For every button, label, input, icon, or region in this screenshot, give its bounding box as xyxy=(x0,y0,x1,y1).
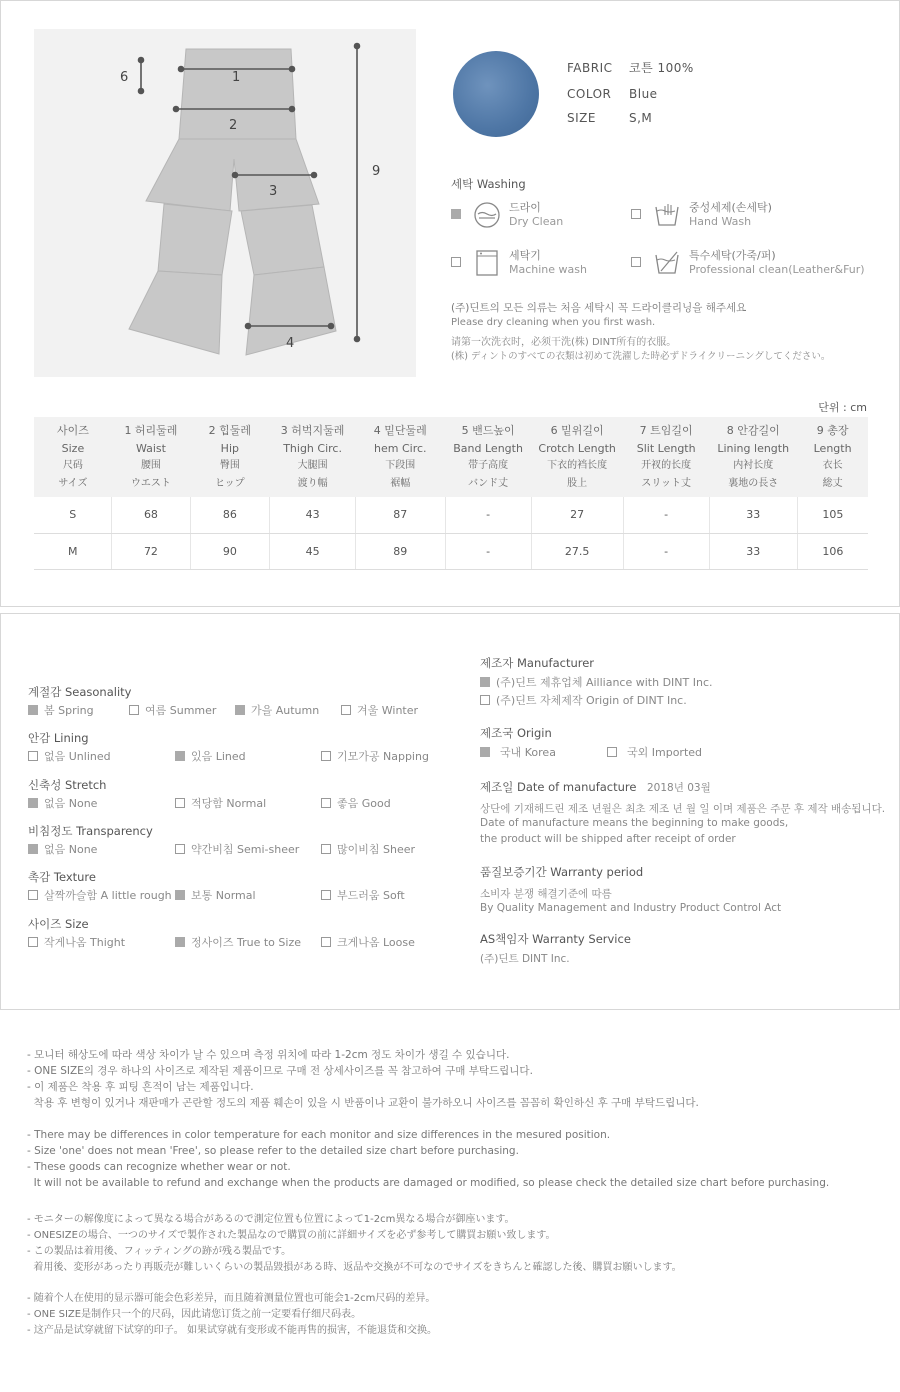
seasonality-option xyxy=(235,702,319,718)
header-text: 腰围 xyxy=(140,460,161,471)
fabric-swatch xyxy=(453,51,539,137)
transparency-option xyxy=(175,841,299,857)
professional-clean-ko: 특수세탁(가죽/퍼) xyxy=(689,249,776,262)
bottom-note-line: - ONE SIZE是制作只一个的尺码，因此请您订货之前一定要看仔细尺码表。 xyxy=(27,1309,362,1320)
stretch-option xyxy=(175,795,266,811)
hand-wash-checkbox xyxy=(631,209,641,219)
size-row xyxy=(567,111,652,125)
lining-option-label: 기모가공 Napping xyxy=(337,750,429,763)
header-text: Length xyxy=(813,441,852,455)
professional-clean-checkbox xyxy=(631,257,641,267)
header-text: 内衬长度 xyxy=(733,460,774,471)
size-table-header-cell xyxy=(623,417,709,497)
header-text: Crotch Length xyxy=(538,441,616,455)
header-text: バンド丈 xyxy=(468,477,509,489)
header-text: ウエスト xyxy=(130,477,171,489)
color-row xyxy=(567,87,658,101)
header-text: 臀围 xyxy=(219,460,240,471)
transparency-title: 비침정도 Transparency xyxy=(28,824,153,838)
bottom-note-line: It will not be available to refund and exchange when the products are damaged or modified, so please check the detailed size chart before purchasing. xyxy=(27,1177,830,1189)
as-title: AS책임자 Warranty Service xyxy=(480,932,631,946)
size-table-cell: 105 xyxy=(797,497,868,533)
header-text: スリット丈 xyxy=(641,477,691,489)
seasonality-option-label: 가을 Autumn xyxy=(251,704,320,717)
bottom-note-line: 착용 후 변형이 있거나 재판매가 곤란할 정도의 제품 훼손이 있을 시 반품이나 교환이 불가하오니 사이즈를 꼼꼼히 확인하신 후 구매 부탁드립니다. xyxy=(27,1097,699,1109)
machine-wash-checkbox xyxy=(451,257,461,267)
size-table-cell: 33 xyxy=(709,497,797,533)
header-text: 尺码 xyxy=(62,460,83,471)
header-text: 裏地の長さ xyxy=(728,477,779,489)
lining-option xyxy=(175,748,246,764)
seasonality-option xyxy=(341,702,418,718)
size-option xyxy=(321,934,415,950)
dry-clean-checkbox xyxy=(451,209,461,219)
fabric-label: FABRIC xyxy=(567,61,613,75)
size-table-cell: 27 xyxy=(531,497,623,533)
texture-option-label: 살짝까슬함 A little rough xyxy=(44,889,172,902)
size-checkbox xyxy=(28,937,38,947)
header-text: 7 트임길이 xyxy=(639,424,693,437)
header-text: Waist xyxy=(135,441,166,455)
measure-label-2: 2 xyxy=(229,118,238,133)
size-table-header-cell xyxy=(112,417,190,497)
header-text: 2 힙둘레 xyxy=(208,424,252,437)
transparency-option-label: 없음 None xyxy=(44,843,98,856)
manufacturer-alliance-label: (주)딘트 제휴업체 Ailliance with DINT Inc. xyxy=(496,676,713,689)
header-text: 大腿围 xyxy=(297,460,328,471)
size-table-cell: M xyxy=(34,533,112,569)
seasonality-checkbox xyxy=(235,705,245,715)
measure-label-4: 4 xyxy=(286,336,295,351)
header-text: 裾幅 xyxy=(390,477,411,489)
size-table-cell: 27.5 xyxy=(531,533,623,569)
header-text: 渡り幅 xyxy=(297,477,328,489)
bottom-note-line: - ONESIZEの場合、一つのサイズで製作された製品なので購買の前に詳細サイズを必ず参考して購買お願い致します。 xyxy=(27,1230,556,1241)
wash-option-professional-clean xyxy=(631,249,881,279)
hand-wash-ko: 중성세제(손세탁) xyxy=(689,201,772,214)
bottom-note-line: - There may be differences in color temperature for each monitor and size differences in the mesured position. xyxy=(27,1129,611,1141)
header-text: Band Length xyxy=(453,441,523,455)
texture-option xyxy=(321,887,405,903)
size-table-cell: - xyxy=(445,497,531,533)
origin-imported-checkbox xyxy=(607,747,617,757)
lining-option xyxy=(28,748,111,764)
size-table-header-cell xyxy=(445,417,531,497)
wash-note-en: Please dry cleaning when you first wash. xyxy=(451,317,656,328)
header-text: Thigh Circ. xyxy=(283,441,342,455)
transparency-checkbox xyxy=(175,844,185,854)
header-text: Slit Length xyxy=(636,441,696,455)
measure-label-1: 1 xyxy=(232,70,241,85)
product-spec-panel xyxy=(0,0,900,607)
size-checkbox xyxy=(321,937,331,947)
lining-option-label: 없음 Unlined xyxy=(44,750,111,763)
pants-illustration xyxy=(34,29,416,377)
header-text: 5 밴드높이 xyxy=(461,424,515,437)
size-table-header-cell xyxy=(709,417,797,497)
date-line-2: Date of manufacture means the beginning to make goods, xyxy=(480,817,789,829)
seasonality-checkbox xyxy=(28,705,38,715)
size-table-cell: 72 xyxy=(112,533,190,569)
size-table-cell: - xyxy=(445,533,531,569)
lining-checkbox xyxy=(28,751,38,761)
size-checkbox xyxy=(175,937,185,947)
wash-option-machine-wash xyxy=(451,249,631,279)
header-text: Size xyxy=(61,441,85,455)
size-table-cell: 87 xyxy=(356,497,446,533)
texture-checkbox xyxy=(321,890,331,900)
date-line-3: the product will be shipped after receipt of order xyxy=(480,833,736,845)
size-value: S,M xyxy=(629,111,653,125)
size-table-header-cell xyxy=(270,417,356,497)
header-text: 1 허리둘레 xyxy=(124,424,178,437)
machine-wash-ko: 세탁기 xyxy=(509,249,541,262)
size-table-cell: - xyxy=(623,533,709,569)
size-table-cell: 106 xyxy=(797,533,868,569)
lining-checkbox xyxy=(321,751,331,761)
machine-wash-icon xyxy=(473,249,501,277)
header-text: 3 허벅지둘레 xyxy=(280,424,345,437)
origin-korea-label: 국내 Korea xyxy=(500,746,556,759)
transparency-option xyxy=(28,841,97,857)
as-value: (주)딘트 DINT Inc. xyxy=(480,953,570,965)
garment-measurement-diagram xyxy=(34,29,416,377)
product-attributes-panel xyxy=(0,613,900,1010)
transparency-option-label: 많이비침 Sheer xyxy=(337,843,416,856)
stretch-option-label: 적당함 Normal xyxy=(191,797,267,810)
lining-title: 안감 Lining xyxy=(28,731,89,745)
manufacturer-origin-checkbox xyxy=(480,695,490,705)
texture-option xyxy=(175,887,256,903)
size-option xyxy=(175,934,301,950)
professional-clean-en: Professional clean(Leather&Fur) xyxy=(689,263,865,276)
origin-option-imported xyxy=(607,744,702,760)
stretch-title: 신축성 Stretch xyxy=(28,778,107,792)
bottom-note-line: - Size 'one' does not mean 'Free', so please refer to the detailed size chart before purchasing. xyxy=(27,1145,519,1157)
texture-title: 촉감 Texture xyxy=(28,870,96,884)
color-label: COLOR xyxy=(567,87,612,101)
fabric-row xyxy=(567,59,694,76)
size-table-header-cell xyxy=(190,417,270,497)
size-label: SIZE xyxy=(567,111,596,125)
size-table-header-row xyxy=(34,417,868,497)
seasonality-option-label: 봄 Spring xyxy=(44,704,94,717)
texture-checkbox xyxy=(28,890,38,900)
size-table-header-cell xyxy=(797,417,868,497)
texture-option-label: 보통 Normal xyxy=(191,889,256,902)
header-text: 开衩的长度 xyxy=(641,460,692,471)
wash-note-ko: (주)딘트의 모든 의류는 처음 세탁시 꼭 드라이클리닝을 해주세요 xyxy=(451,302,747,314)
transparency-checkbox xyxy=(321,844,331,854)
measure-label-6: 6 xyxy=(120,70,129,85)
dry-clean-icon xyxy=(473,201,501,229)
header-text: Lining length xyxy=(717,441,790,455)
texture-checkbox xyxy=(175,890,185,900)
header-text: 사이즈 xyxy=(56,424,89,437)
origin-title: 제조국 Origin xyxy=(480,726,552,740)
size-table-row xyxy=(34,533,868,569)
size-table-cell: 90 xyxy=(190,533,270,569)
header-text: Hip xyxy=(220,441,239,455)
stretch-checkbox xyxy=(175,798,185,808)
seasonality-option xyxy=(28,702,94,718)
bottom-note-line: 着用後、変形があったり再販売が難しいくらいの製品毀損がある時、返品や交換が不可なのでサイズをきちんと確認した後、購買お願いします。 xyxy=(27,1262,682,1273)
lining-option xyxy=(321,748,429,764)
transparency-option xyxy=(321,841,415,857)
size-table-cell: 33 xyxy=(709,533,797,569)
seasonality-title: 계절감 Seasonality xyxy=(28,685,132,699)
origin-option-korea xyxy=(480,744,556,760)
seasonality-checkbox xyxy=(129,705,139,715)
seasonality-option-label: 여름 Summer xyxy=(145,704,217,717)
header-text: 9 총장 xyxy=(816,424,849,437)
texture-option xyxy=(28,887,172,903)
wash-note-zh: 请第一次洗衣时，必须干洗(株) DINT所有的衣服。 xyxy=(451,337,677,348)
hand-wash-en: Hand Wash xyxy=(689,215,752,228)
bottom-note-line: - 모니터 해상도에 따라 색상 차이가 날 수 있으며 측정 위치에 따라 1-2cm 정도 차이가 생길 수 있습니다. xyxy=(27,1049,510,1061)
transparency-option-label: 약간비침 Semi-sheer xyxy=(191,843,300,856)
header-text: 6 밑위길이 xyxy=(550,424,604,437)
measure-label-3: 3 xyxy=(269,184,278,199)
seasonality-checkbox xyxy=(341,705,351,715)
texture-option-label: 부드러움 Soft xyxy=(337,889,405,902)
size-title: 사이즈 Size xyxy=(28,917,89,931)
warranty-title: 품질보증기간 Warranty period xyxy=(480,865,644,879)
header-text: hem Circ. xyxy=(374,441,427,455)
hand-wash-icon xyxy=(653,201,681,229)
size-option-label: 정사이즈 True to Size xyxy=(191,936,301,949)
size-table-row xyxy=(34,497,868,533)
manufacturer-option-origin xyxy=(480,692,687,708)
header-text: ヒップ xyxy=(214,477,245,489)
transparency-checkbox xyxy=(28,844,38,854)
header-text: 8 안감길이 xyxy=(726,424,780,437)
stretch-option xyxy=(321,795,391,811)
wash-option-dry-clean xyxy=(451,201,631,231)
warranty-line-1: 소비자 분쟁 해결기준에 따름 xyxy=(480,888,612,900)
size-table-header-cell xyxy=(34,417,112,497)
size-table-cell: 86 xyxy=(190,497,270,533)
stretch-checkbox xyxy=(321,798,331,808)
manufacturer-alliance-checkbox xyxy=(480,677,490,687)
dry-clean-en: Dry Clean xyxy=(509,215,564,228)
seasonality-option xyxy=(129,702,216,718)
size-option xyxy=(28,934,125,950)
bottom-note-line: - These goods can recognize whether wear or not. xyxy=(27,1161,291,1173)
bottom-note-line: - モニターの解像度によって異なる場合があるので測定位置も位置によって1-2cm異なる場合が御座います。 xyxy=(27,1214,515,1225)
washing-title: 세탁 Washing xyxy=(451,177,526,191)
manufacturer-title: 제조자 Manufacturer xyxy=(480,656,595,670)
date-line-1: 상단에 기재해드린 제조 년월은 최초 제조 년 월 일 이며 제품은 주문 후 제작 배송됩니다. xyxy=(480,803,886,815)
machine-wash-en: Machine wash xyxy=(509,263,587,276)
stretch-option xyxy=(28,795,97,811)
measure-label-9: 9 xyxy=(372,164,381,179)
manufacturer-origin-label: (주)딘트 자체제작 Origin of DINT Inc. xyxy=(496,694,687,707)
stretch-checkbox xyxy=(28,798,38,808)
stretch-option-label: 좋음 Good xyxy=(337,797,391,810)
manufacturer-option-alliance xyxy=(480,674,713,690)
origin-imported-label: 국외 Imported xyxy=(627,746,703,759)
bottom-note-line: - 随着个人在使用的显示器可能会色彩差异，而且随着测量位置也可能会1-2cm尺码的差异。 xyxy=(27,1293,436,1304)
wash-option-hand-wash xyxy=(631,201,861,231)
size-table-header-cell xyxy=(356,417,446,497)
header-text: 4 밑단둘레 xyxy=(373,424,427,437)
professional-clean-icon xyxy=(653,249,681,277)
header-text: 带子高度 xyxy=(468,460,509,471)
bottom-note-line: - 이 제품은 착용 후 피팅 흔적이 남는 제품입니다. xyxy=(27,1081,254,1093)
size-table-cell: - xyxy=(623,497,709,533)
fabric-value: 코튼 100% xyxy=(629,61,694,75)
size-table-cell: 45 xyxy=(270,533,356,569)
header-text: 衣长 xyxy=(822,460,843,471)
wash-note-ja: (株) ディントのすべての衣類は初めて洗濯した時必ずドライクリーニングしてください。 xyxy=(451,351,831,362)
origin-korea-checkbox xyxy=(480,747,490,757)
size-table-cell: 68 xyxy=(112,497,190,533)
seasonality-option-label: 겨울 Winter xyxy=(357,704,419,717)
size-table-header-cell xyxy=(531,417,623,497)
header-text: 下衣的裆长度 xyxy=(547,460,608,471)
unit-label: 단위 : cm xyxy=(818,401,867,414)
size-option-label: 작게나옴 Thight xyxy=(44,936,126,949)
lining-checkbox xyxy=(175,751,185,761)
size-option-label: 크게나옴 Loose xyxy=(337,936,415,949)
bottom-note-line: - この製品は着用後、フィッティングの跡が残る製品です。 xyxy=(27,1246,292,1257)
size-table-cell: S xyxy=(34,497,112,533)
header-text: 下段围 xyxy=(385,460,416,471)
dry-clean-ko: 드라이 xyxy=(509,201,541,214)
header-text: サイズ xyxy=(58,477,88,489)
size-table xyxy=(34,417,868,570)
size-table-cell: 43 xyxy=(270,497,356,533)
bottom-note-line: - ONE SIZE의 경우 하나의 사이즈로 제작된 제품이므로 구매 전 상세사이즈를 꼭 참고하여 구매 부탁드립니다. xyxy=(27,1065,533,1077)
date-title: 제조일 Date of manufacture xyxy=(480,780,637,794)
warranty-line-2: By Quality Management and Industry Product Control Act xyxy=(480,902,782,914)
bottom-note-line: - 这产品是试穿就留下试穿的印子。 如果试穿就有变形或不能再售的损害，不能退货和交换。 xyxy=(27,1325,437,1336)
date-value: 2018년 03월 xyxy=(647,782,711,794)
stretch-option-label: 없음 None xyxy=(44,797,98,810)
lining-option-label: 있음 Lined xyxy=(191,750,246,763)
header-text: 股上 xyxy=(567,477,588,489)
header-text: 総丈 xyxy=(822,477,843,489)
size-table-cell: 89 xyxy=(356,533,446,569)
color-value: Blue xyxy=(629,87,658,101)
